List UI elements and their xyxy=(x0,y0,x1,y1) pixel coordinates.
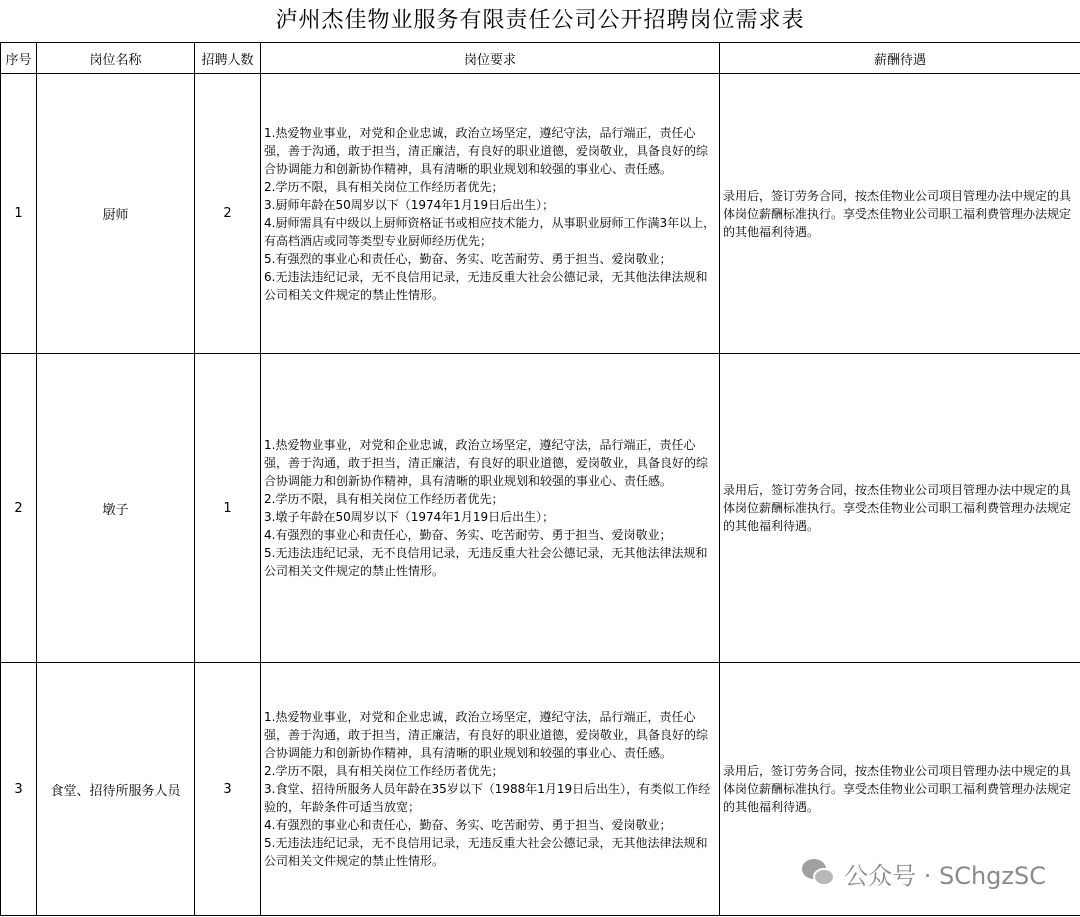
row-salary: 录用后，签订劳务合同，按杰佳物业公司项目管理办法中规定的具体岗位薪酬标准执行。享受杰佳物业公司职工福利费管理办法规定的其他福利待遇。 xyxy=(720,663,1080,916)
requirement-item: 6.无违法违纪记录，无不良信用记录，无违反重大社会公德记录，无其他法律法规和公司相关文件规定的禁止性情形。 xyxy=(264,269,708,302)
requirement-item: 2.学历不限，具有相关岗位工作经历者优先； xyxy=(264,492,504,506)
requirement-item: 5.无违法违纪记录，无不良信用记录，无违反重大社会公德记录，无其他法律法规和公司相关文件规定的禁止性情形。 xyxy=(264,836,708,868)
row-position: 食堂、招待所服务人员 xyxy=(37,663,195,916)
watermark-text: 公众号 · SChgzSC xyxy=(844,862,1046,890)
row-count: 1 xyxy=(195,354,261,663)
table-header-row xyxy=(1,43,1080,74)
wechat-icon xyxy=(802,859,836,889)
row-requirements xyxy=(261,74,720,354)
table-row xyxy=(1,74,1080,354)
row-no: 3 xyxy=(1,663,37,916)
requirement-item: 3.食堂、招待所服务人员年龄在35岁以下（1988年1月19日后出生），有类似工作经验的，年龄条件可适当放宽； xyxy=(264,782,711,814)
requirement-item: 4.厨师需具有中级以上厨师资格证书或相应技术能力，从事职业厨师工作满3年以上，有高档酒店或同等类型专业厨师经历优先； xyxy=(264,215,716,248)
header-count: 招聘人数 xyxy=(195,43,261,74)
watermark xyxy=(802,856,1046,891)
requirement-item: 1.热爱物业事业，对党和企业忠诚，政治立场坚定，遵纪守法，品行端正，责任心强，善于沟通，敢于担当，清正廉洁，有良好的职业道德，爱岗敬业，具备良好的综合协调能力和创新协作精神，具有清晰的职业规划和较强的事业心、责任感。 xyxy=(264,710,709,760)
requirement-item: 5.无违法违纪记录，无不良信用记录，无违反重大社会公德记录，无其他法律法规和公司相关文件规定的禁止性情形。 xyxy=(264,546,708,578)
requirement-item: 1.热爱物业事业，对党和企业忠诚，政治立场坚定，遵纪守法，品行端正，责任心强，善于沟通，敢于担当，清正廉洁，有良好的职业道德，爱岗敬业，具备良好的综合协调能力和创新协作精神，具有清晰的职业规划和较强的事业心、责任感。 xyxy=(264,125,709,176)
header-requirements: 岗位要求 xyxy=(261,43,720,74)
row-position: 墩子 xyxy=(37,354,195,663)
header-position: 岗位名称 xyxy=(37,43,195,74)
requirement-item: 4.有强烈的事业心和责任心，勤奋、务实、吃苦耐劳、勇于担当、爱岗敬业； xyxy=(264,818,672,832)
row-count: 2 xyxy=(195,74,261,354)
requirement-item: 2.学历不限，具有相关岗位工作经历者优先； xyxy=(264,764,504,778)
table-row xyxy=(1,354,1080,663)
requirement-item: 4.有强烈的事业心和责任心，勤奋、务实、吃苦耐劳、勇于担当、爱岗敬业； xyxy=(264,528,672,542)
requirement-item: 2.学历不限，具有相关岗位工作经历者优先； xyxy=(264,179,504,194)
requirement-item: 1.热爱物业事业，对党和企业忠诚，政治立场坚定，遵纪守法，品行端正，责任心强，善于沟通，敢于担当，清正廉洁，有良好的职业道德，爱岗敬业，具备良好的综合协调能力和创新协作精神，具有清晰的职业规划和较强的事业心、责任感。 xyxy=(264,438,709,488)
page-title: 泸州杰佳物业服务有限责任公司公开招聘岗位需求表 xyxy=(275,8,805,33)
row-salary: 录用后，签订劳务合同，按杰佳物业公司项目管理办法中规定的具体岗位薪酬标准执行。享受杰佳物业公司职工福利费管理办法规定的其他福利待遇。 xyxy=(720,354,1080,663)
requirement-item: 3.厨师年龄在50周岁以下（1974年1月19日后出生）； xyxy=(264,197,555,212)
header-salary: 薪酬待遇 xyxy=(720,43,1080,74)
row-position: 厨师 xyxy=(37,74,195,354)
row-salary: 录用后，签订劳务合同，按杰佳物业公司项目管理办法中规定的具体岗位薪酬标准执行。享受杰佳物业公司职工福利费管理办法规定的其他福利待遇。 xyxy=(720,74,1080,354)
row-no: 1 xyxy=(1,74,37,354)
row-no: 2 xyxy=(1,354,37,663)
row-count: 3 xyxy=(195,663,261,916)
job-requirements-table xyxy=(0,42,1080,916)
requirement-item: 5.有强烈的事业心和责任心，勤奋、务实、吃苦耐劳、勇于担当、爱岗敬业； xyxy=(264,251,672,266)
requirement-item: 3.墩子年龄在50周岁以下（1974年1月19日后出生）； xyxy=(264,510,555,524)
row-requirements xyxy=(261,354,720,663)
row-requirements xyxy=(261,663,720,916)
header-no: 序号 xyxy=(1,43,37,74)
